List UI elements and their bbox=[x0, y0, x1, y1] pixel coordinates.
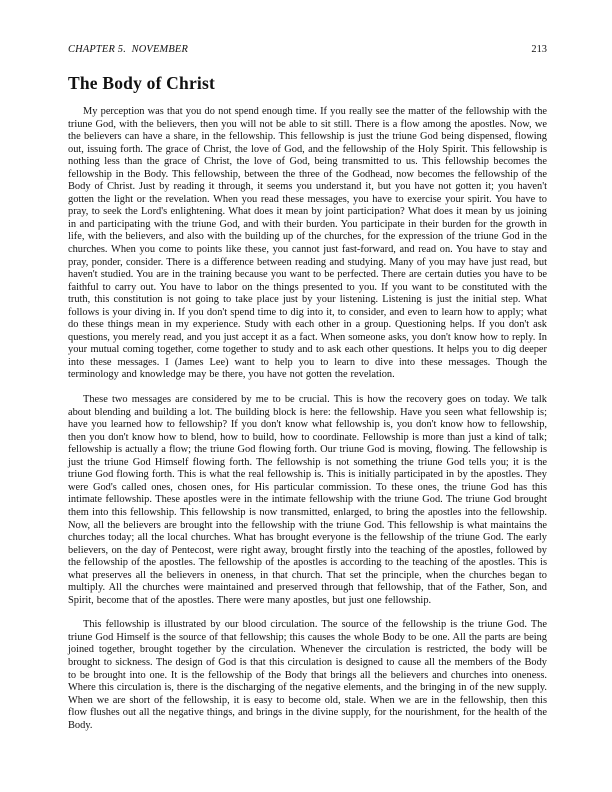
body-paragraph-2: These two messages are considered by me to be crucial. This is how the recovery goes on today. We talk about blending and building a lot. The building block is here: the fellowship. Have you seen what fellowship is; have you learned how to fellowship? If you don't know what fellowship is, you don't know how to fellowship, then you don't know how to blend, how to build, how to coordinate. Fellowship is more than just a kind of talk; fellowship is actually a flow; the triune God flowing forth. Our triune God is moving, flowing. The fellowship is just the triune God Himself flowing forth. The fellowship is not something the triune God tells you; it is the triune God flowing forth. This is what the real fellowship is. This is initially participated in by the apostles. They were God's called ones, chosen ones, for His particular commission. To these ones, the triune God has this intimate fellowship. These apostles were in the intimate fellowship with the triune God. The triune God brought them into this fellowship. This fellowship is now transmitted, enlarged, to bring the apostles into the fellowship. Now, all the believers are brought into the fellowship with the triune God. This fellowship is what maintains the churches today; all the local churches. What has brought everyone is the fellowship of the triune God. The early believers, on the day of Pentecost, were right away, brought firstly into the teaching of the apostles, followed by the fellowship of the apostles. The fellowship of the apostles is according to the teaching of the apostles. This is what preserves all the believers in oneness, in that church. That set the principle, when the churches began to multiply. All the churches were maintained and preserved through that fellowship, that of the Father, Son, and Spirit, become that of the apostles. There were many apostles, but just one fellowship. bbox=[68, 394, 547, 606]
body-paragraph-3: This fellowship is illustrated by our blood circulation. The source of the fellowship is the triune God. The triune God Himself is the source of that fellowship; this causes the whole Body to be one. All the parts are being joined together, brought together by the circulation. Whenever the circulation is restricted, the body will be brought to sickness. The design of God is that this circulation is designed to cause all the members of the Body to be brought into one. It is the fellowship of the Body that brings all the believers and churches into oneness. Where this circulation is, there is the discharging of the negative elements, and the bringing in of the new supply. When we are short of the fellowship, it is easy to become old, stale. When we are in the fellowship, then this flow flushes out all the negative things, and brings in the divine supply, for the nourishment, for the health of the Body. bbox=[68, 619, 547, 731]
page-number: 213 bbox=[531, 44, 547, 55]
chapter-header-label: CHAPTER 5. NOVEMBER bbox=[68, 44, 189, 55]
section-title: The Body of Christ bbox=[68, 73, 216, 93]
body-paragraph-1: My perception was that you do not spend enough time. If you really see the matter of the fellowship with the triune God, with the believers, then you will not be able to sit still. There is a flow among the apostles. Now, we the believers can have a share, in the fellowship. This fellowship is just the triune God being dispensed, flowing out, issuing forth. The grace of Christ, the love of God, and the fellowship of the Holy Spirit. This fellowship is nothing less than the grace of Christ, the love of God, being transmitted to us. This fellowship becomes the fellowship in the Body. This fellowship, between the three of the Godhead, now becomes the fellowship of the Body of Christ. Just by reading it through, it seems you understand it, but you have not gotten it; you haven't gotten the light or the revelation. When you read these messages, you have to exercise your spirit. You have to pray, to seek the Lord's enlightening. What does it mean by joint participation? What does it mean by us joining in and participating with the triune God, and with their burden. You participate in their burden for the growth in life, with the believers, and also with the building up of the churches, for the expression of the triune God in the churches. When you come to points like these, you cannot just fast-forward, and read on. You have to stay and pray, ponder, consider. There is a difference between reading and studying. Many of you may have just read, but haven't studied. You are in the training because you want to be perfected. There are certain duties you have to be faithful to carry out. You have to labor on the things presented to you. If you want to be constituted with the truth, this constitution is not going to take place just by your listening. Listening is just the initial step. What follows is your diving in. If you don't spend time to dig into it, to consider, and even to learn how to apply; what do these things mean in my experience. Study with each other in a group. Questioning helps. If you don't ask questions, you merely read, and you just accept it as a fact. When someone asks, you don't know how to reply. In your mutual coming together, come together to study and to ask each other questions. It helps you to dig deeper into these messages. I (James Lee) want to help you to learn to dive into these messages. Though the terminology and knowledge may be there, you have not gotten the revelation. bbox=[68, 106, 547, 381]
running-header bbox=[68, 44, 547, 56]
text-block bbox=[68, 44, 547, 744]
